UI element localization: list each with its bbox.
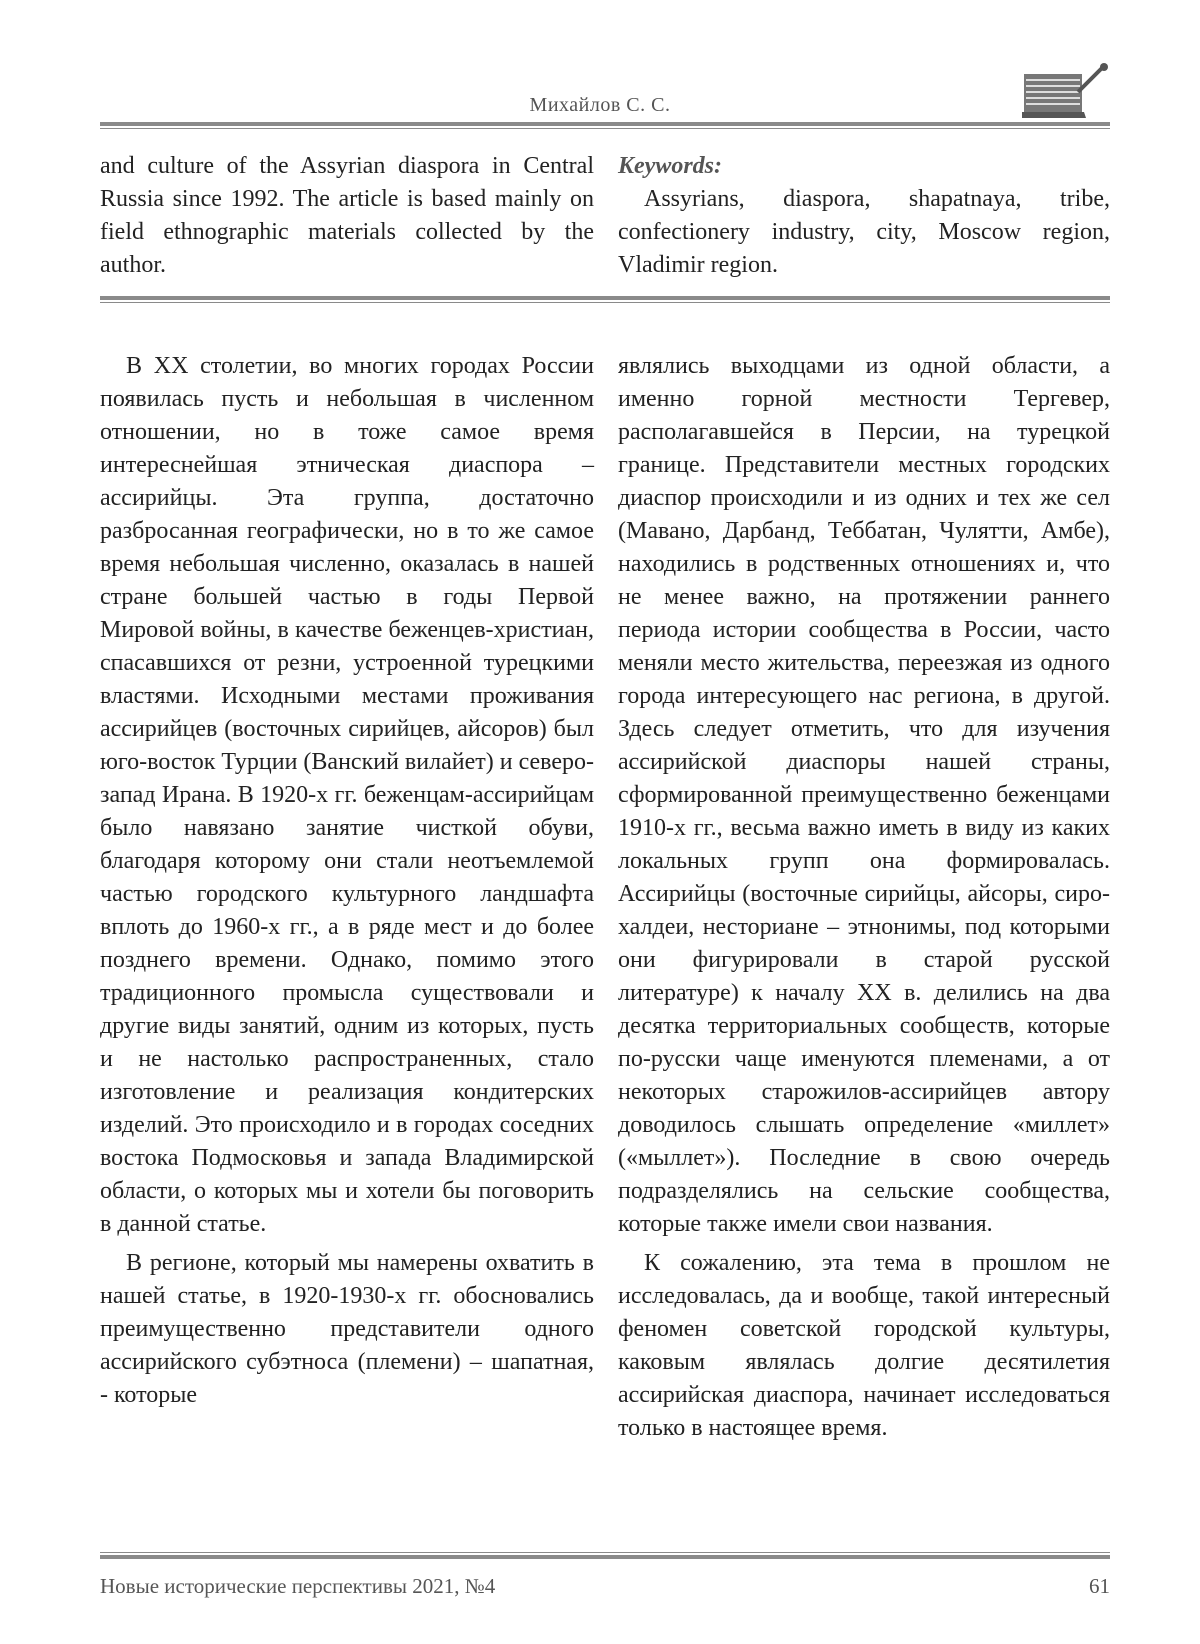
abstract-separator-rule (100, 296, 1110, 303)
keywords-block (618, 150, 1110, 282)
header-rule (100, 122, 1110, 129)
abstract-text (100, 150, 594, 282)
running-header-author: Михайлов С. С. (529, 94, 671, 116)
journal-book-icon (1022, 62, 1110, 120)
body-paragraph: К сожалению, эта тема в прошлом не исследовалась, да и вообще, такой интересный феномен советской городской культуры, каковым являлась долгие десятилетия ассирийская диаспора, начинает исследоваться только в настоящее время. (618, 1250, 1110, 1441)
abstract-paragraph: and culture of the Assyrian diaspora in Central Russia since 1992. The article is based mainly on field ethnographic materials collected by the author. (100, 153, 594, 278)
body-paragraph: являлись выходцами из одной области, а именно горной местности Тергевер, располагавшейся в Персии, на турецкой границе. Представители местных городских диаспор происходили и из одних и тех же сел (Мавано, Дарбанд, Теббатан, Чулятти, Амбе), находились в родственных отношениях и, что не менее важно, на протяжении раннего периода истории сообщества в России, часто меняли место жительства, переезжая из одного города интересующего нас региона, в другой. Здесь следует отметить, что для изучения ассирийской диаспоры нашей страны, сформированной преимущественно беженцами 1910-х гг., весьма важно иметь в виду из каких локальных групп она формировалась. Ассирийцы (восточные сирийцы, айсоры, сиро-халдеи, несториане – этнонимы, под которыми они фигурировали в старой русской литературе) к началу XX в. делились на два десятка территориальных сообществ, которые по-русски чаще именуются племенами, а от некоторых старожилов-ассирийцев автору доводилось слышать определение «миллет» («мыллет»). Последние в свою очередь подразделялись на сельские сообщества, которые также имели свои названия. (618, 353, 1110, 1237)
page-number: 61 (1089, 1574, 1110, 1598)
body-paragraph: В регионе, который мы намерены охватить в нашей статье, в 1920-1930-х гг. обосновались преимущественно представители одного ассирийского субэтноса (племени) – шапатная, - которые (100, 1250, 594, 1408)
body-paragraph: В XX столетии, во многих городах России появилась пусть и небольшая в численном отношении, но в тоже самое время интереснейшая этническая диаспора – ассирийцы. Эта группа, достаточно разбросанная географически, но в то же самое время небольшая численно, оказалась в нашей стране большей частью в годы Первой Мировой войны, в качестве беженцев-христиан, спасавшихся от резни, устроенной турецкими властями. Исходными местами проживания ассирийцев (восточных сирийцев, айсоров) был юго-восток Турции (Ванский вилайет) и северо-запад Ирана. В 1920-х гг. беженцам-ассирийцам было навязано занятие чисткой обуви, благодаря которому они стали неотъемлемой частью городского культурного ландшафта вплоть до 1960-х гг., а в ряде мест и до более позднего времени. Однако, помимо этого традиционного промысла существовали и другие виды занятий, одним из которых, пусть и не настолько распространенных, стало изготовление и реализация кондитерских изделий. Это происходило и в городах соседних востока Подмосковья и запада Владимирской области, о которых мы и хотели бы поговорить в данной статье. (100, 353, 594, 1237)
body-column-right (618, 350, 1110, 1445)
footer-journal-title: Новые исторические перспективы 2021, №4 (100, 1574, 496, 1598)
keywords-label: Keywords: (618, 153, 722, 179)
keywords-list: Assyrians, diaspora, shapatnaya, tribe, confectionery industry, city, Moscow region, Vladimir region. (618, 186, 1110, 278)
footer-rule (100, 1552, 1110, 1559)
body-column-left (100, 350, 594, 1412)
